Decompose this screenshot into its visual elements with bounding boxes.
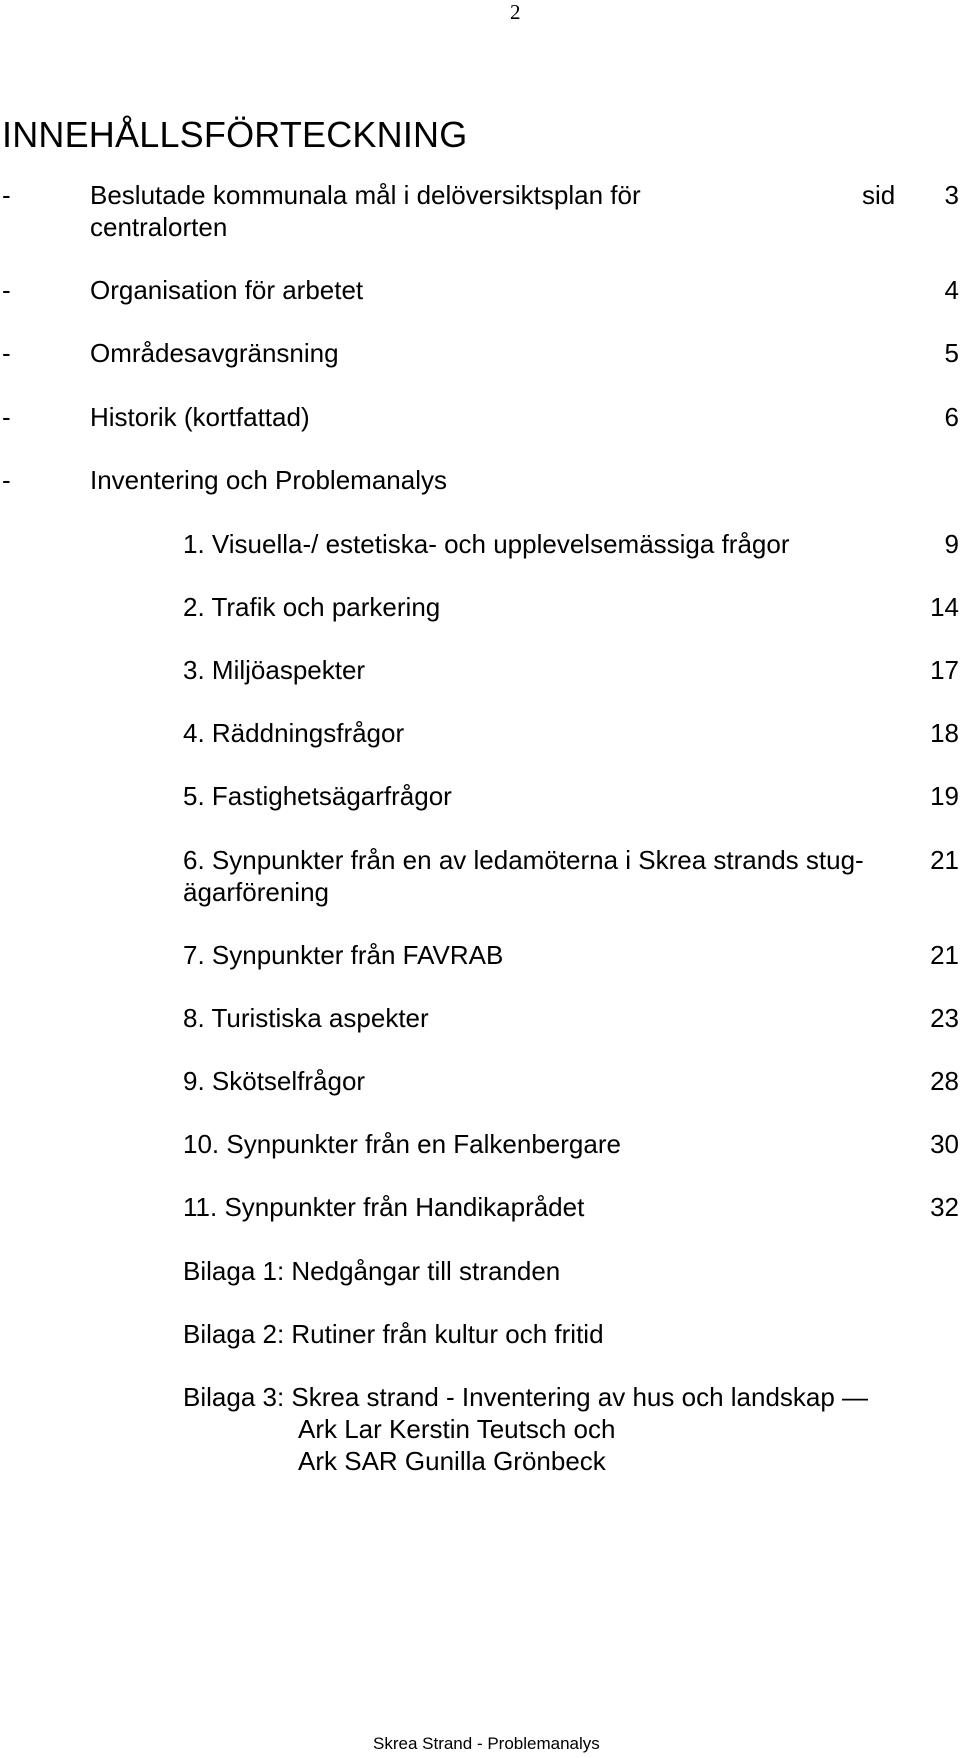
toc-page-number: 17: [930, 655, 959, 685]
toc-page-number: 6: [944, 402, 959, 432]
toc-dash: -: [2, 465, 11, 495]
page-number: 2: [510, 0, 521, 24]
toc-entry-title: 1. Visuella-/ estetiska- och upplevelsemässiga frågor: [183, 529, 790, 559]
toc-entry-title: Historik (kortfattad): [90, 402, 310, 432]
toc-page-number: 5: [944, 338, 959, 368]
toc-page-number: 30: [930, 1129, 959, 1159]
appendix-author: Ark Lar Kerstin Teutsch och: [298, 1414, 616, 1444]
toc-entry-title: 11. Synpunkter från Handikaprådet: [183, 1192, 585, 1222]
appendix-author: Ark SAR Gunilla Grönbeck: [298, 1446, 606, 1476]
toc-page-number: 32: [930, 1192, 959, 1222]
toc-entry-title-cont: ägarförening: [183, 877, 329, 907]
toc-entry-title: 4. Räddningsfrågor: [183, 718, 405, 748]
appendix-title: Bilaga 3: Skrea strand - Inventering av hus och landskap —: [183, 1382, 869, 1412]
sid-label: sid: [862, 180, 896, 210]
toc-dash: -: [2, 275, 11, 305]
toc-entry-title: Organisation för arbetet: [90, 275, 364, 305]
toc-page-number: 21: [930, 940, 959, 970]
toc-entry-title-cont: centralorten: [90, 212, 228, 242]
toc-dash: -: [2, 180, 11, 210]
page-footer: Skrea Strand - Problemanalys: [373, 1734, 600, 1753]
toc-entry-title: Beslutade kommunala mål i delöversiktsplan för: [90, 180, 641, 210]
toc-page-number: 14: [930, 592, 959, 622]
toc-title: INNEHÅLLSFÖRTECKNING: [2, 114, 468, 155]
toc-page-number: 18: [930, 718, 959, 748]
toc-entry-title: 2. Trafik och parkering: [183, 592, 441, 622]
toc-page-number: 3: [944, 180, 959, 210]
toc-page-number: 28: [930, 1066, 959, 1096]
toc-page-number: 21: [930, 845, 959, 875]
toc-entry-title: 6. Synpunkter från en av ledamöterna i Skrea strands stug-: [183, 845, 864, 875]
toc-entry-title: 10. Synpunkter från en Falkenbergare: [183, 1129, 621, 1159]
appendix-title: Bilaga 2: Rutiner från kultur och fritid: [183, 1319, 604, 1349]
toc-page-number: 9: [944, 529, 959, 559]
appendix-title: Bilaga 1: Nedgångar till stranden: [183, 1256, 561, 1286]
toc-entry-title: Områdesavgränsning: [90, 338, 339, 368]
toc-entry-title: 7. Synpunkter från FAVRAB: [183, 940, 504, 970]
toc-page-number: 19: [930, 781, 959, 811]
toc-dash: -: [2, 402, 11, 432]
toc-entry-title: 9. Skötselfrågor: [183, 1066, 366, 1096]
toc-entry-title: 8. Turistiska aspekter: [183, 1003, 429, 1033]
toc-entry-title: Inventering och Problemanalys: [90, 465, 447, 495]
toc-entry-title: 5. Fastighetsägarfrågor: [183, 781, 452, 811]
toc-page-number: 4: [944, 275, 959, 305]
toc-entry-title: 3. Miljöaspekter: [183, 655, 366, 685]
toc-dash: -: [2, 338, 11, 368]
toc-page-number: 23: [930, 1003, 959, 1033]
